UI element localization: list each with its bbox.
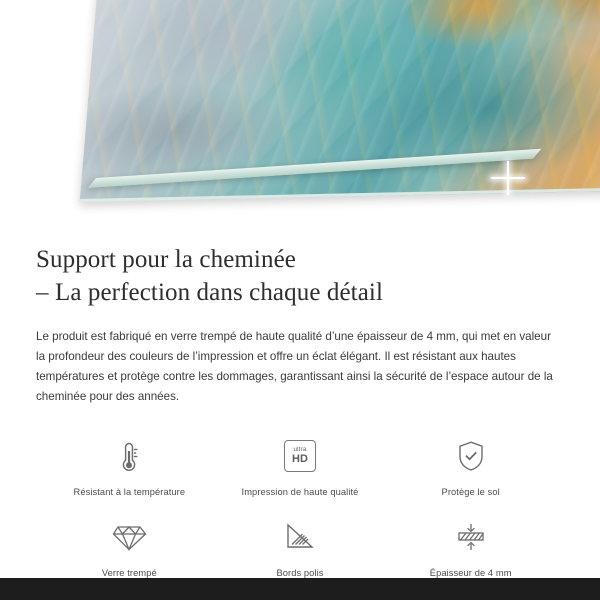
shield-check-icon xyxy=(448,433,494,479)
hero-product-image xyxy=(0,0,600,218)
feature-item xyxy=(385,433,556,498)
ultra-hd-badge-bottom: HD xyxy=(292,452,308,465)
page-title xyxy=(36,244,564,309)
feature-label: Bords polis xyxy=(276,567,324,578)
thickness-icon xyxy=(448,514,494,560)
polished-edges-icon xyxy=(277,514,323,560)
ultra-hd-badge-top: ultra xyxy=(293,445,307,453)
product-description: Le produit est fabriqué en verre trempé de haute qualité d’une épaisseur de 4 mm, qui met en valeur la profondeur des couleurs de l’impression et offre un éclat élégant. Il est résistant aux hautes températures et protège contre les dommages, garantissant ainsi la sécurité de l’espace autour de la cheminée pour des années. xyxy=(36,330,553,403)
page-title-line-2: – La perfection dans chaque détail xyxy=(36,278,383,306)
feature-item xyxy=(385,514,556,579)
thermometer-icon xyxy=(106,433,152,479)
feature-label: Impression de haute qualité xyxy=(241,486,359,497)
feature-grid xyxy=(36,433,564,579)
footer-bar xyxy=(0,578,600,600)
feature-label: Résistant à la température xyxy=(73,486,186,497)
ultra-hd-icon xyxy=(277,433,323,479)
feature-item xyxy=(44,514,215,579)
feature-label: Verre trempé xyxy=(101,567,157,578)
content-area xyxy=(0,218,600,579)
glass-panel-artwork xyxy=(80,0,600,202)
feature-item xyxy=(215,433,386,498)
feature-label: Protège le sol xyxy=(441,486,500,497)
feature-item xyxy=(44,433,215,498)
page-title-line-1: Support pour la cheminée xyxy=(36,246,296,273)
feature-label: Épaisseur de 4 mm xyxy=(429,567,512,578)
diamond-icon xyxy=(106,514,152,560)
feature-item xyxy=(215,514,386,579)
